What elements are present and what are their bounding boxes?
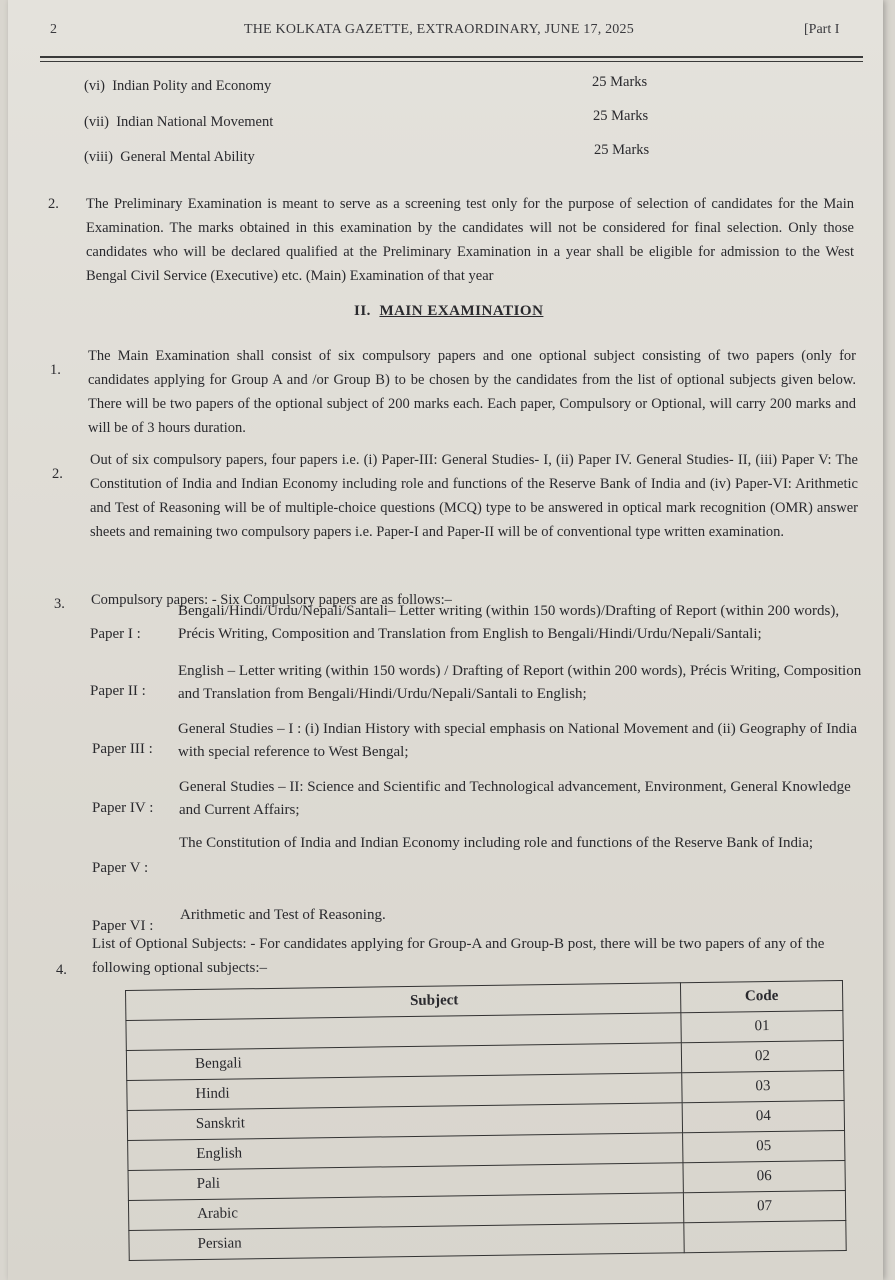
marks-item-number: (vii) [84, 114, 109, 130]
paper-3-label: Paper III : [92, 741, 153, 757]
paper-6-text: Arithmetic and Test of Reasoning. [180, 907, 386, 923]
paper-4-label: Paper IV : [92, 800, 154, 816]
paper-6-label: Paper VI : [92, 918, 154, 934]
marks-value: 25 Marks [593, 108, 649, 124]
paper-5-text: The Constitution of India and Indian Economy including role and functions of the Reserve Bank of India; [179, 835, 814, 851]
point-number: 4. [56, 962, 67, 978]
marks-value: 25 Marks [594, 142, 650, 158]
section-heading [354, 303, 543, 320]
point-number: 3. [54, 596, 65, 612]
marks-item-subject: Indian National Movement [116, 114, 274, 130]
optional-subjects-intro: List of Optional Subjects: - For candidates applying for Group-A and Group-B post, there will be two papers of any of the following optional subjects:– [92, 936, 825, 976]
header-rule-thin [40, 61, 863, 62]
section-title: MAIN EXAMINATION [379, 303, 544, 319]
subject-cell: Arabic [128, 1193, 683, 1231]
part-label: [Part I [804, 22, 840, 37]
marks-item-number: (viii) [84, 149, 113, 165]
optional-subjects-table [125, 980, 847, 1261]
header-rule-thick [40, 56, 863, 58]
paper-4-text: General Studies – II: Science and Scientific and Technological advancement, Environment, General Knowledge and Current Affairs; [179, 779, 851, 818]
subject-cell: Pali [128, 1163, 683, 1201]
page-number: 2 [50, 22, 57, 37]
marks-item-viii [84, 149, 255, 166]
gazette-title: THE KOLKATA GAZETTE, EXTRAORDINARY, JUNE 17, 2025 [244, 22, 634, 37]
paper-1-label: Paper I : [90, 626, 141, 642]
marks-item-vii [84, 114, 273, 131]
section-roman: II. [354, 303, 371, 319]
point-number: 2. [52, 466, 63, 482]
code-cell: 05 [683, 1130, 845, 1162]
code-cell: 03 [682, 1070, 844, 1102]
point-number: 1. [50, 362, 61, 378]
gazette-page [8, 0, 883, 1280]
subject-cell: Hindi [127, 1073, 682, 1111]
main-point-2: Out of six compulsory papers, four papers i.e. (i) Paper-III: General Studies- I, (ii) Paper IV. General Studies- II, (iii) Paper V: The Constitution of India and Indian Economy including role and functions of the Reserve Bank of India and (iv) Paper-VI: Arithmetic and Test of Reasoning will be of multiple-choice questions (MCQ) type to be answered in optical mark recognition (OMR) answer sheets and remaining two compulsory papers i.e. Paper-I and Paper-II will be of conventional type written examination. [90, 452, 858, 540]
marks-item-subject: General Mental Ability [120, 149, 255, 165]
code-cell: 04 [682, 1100, 844, 1132]
code-cell: 01 [681, 1010, 843, 1042]
paper-5-label: Paper V : [92, 860, 149, 876]
paper-2-text: English – Letter writing (within 150 words) / Drafting of Report (within 200 words), Précis Writing, Composition and Translation from Bengali/Hindi/Urdu/Nepali/Santali to English; [178, 663, 862, 702]
marks-item-vi [84, 78, 271, 95]
marks-value: 25 Marks [592, 74, 648, 90]
marks-item-subject: Indian Polity and Economy [112, 78, 272, 94]
prelim-paragraph: The Preliminary Examination is meant to serve as a screening test only for the purpose of selection of candidates for the Main Examination. The marks obtained in this examination by the candidates will not be considered for final selection. Only those candidates who will be declared qualified at the Preliminary Examination in a year shall be eligible for admission to the West Bengal Civil Service (Executive) etc. (Main) Examination of that year [86, 196, 854, 284]
subject-cell: Persian [129, 1223, 684, 1261]
subject-cell: Bengali [126, 1043, 681, 1081]
subject-cell: English [128, 1133, 683, 1171]
code-cell [684, 1220, 846, 1252]
code-cell: 07 [683, 1190, 845, 1222]
subject-column-header: Subject [126, 983, 681, 1021]
para-number: 2. [48, 196, 59, 212]
code-cell: 06 [683, 1160, 845, 1192]
paper-3-text: General Studies – I : (i) Indian History with special emphasis on National Movement and (ii) Geography of India with special reference to West Bengal; [178, 721, 857, 760]
main-point-1: The Main Examination shall consist of six compulsory papers and one optional subject consisting of two papers (only for candidates applying for Group A and /or Group B) to be chosen by the candidates from the list of optional subjects given below. There will be two papers of the optional subject of 200 marks each. Each paper, Compulsory or Optional, will carry 200 marks and will be of 3 hours duration. [88, 348, 856, 436]
paper-2-label: Paper II : [90, 683, 146, 699]
paper-1-text: Bengali/Hindi/Urdu/Nepali/Santali– Letter writing (within 150 words)/Drafting of Report (within 200 words), Précis Writing, Composition and Translation from English to Bengali/Hindi/Urdu/Nepali/Santali; [178, 603, 840, 642]
code-column-header: Code [680, 980, 842, 1012]
code-cell: 02 [681, 1040, 843, 1072]
subject-cell: Sanskrit [127, 1103, 682, 1141]
marks-item-number: (vi) [84, 78, 105, 94]
compulsory-papers-intro: Compulsory papers: - Six Compulsory papers are as follows:– [91, 592, 452, 608]
